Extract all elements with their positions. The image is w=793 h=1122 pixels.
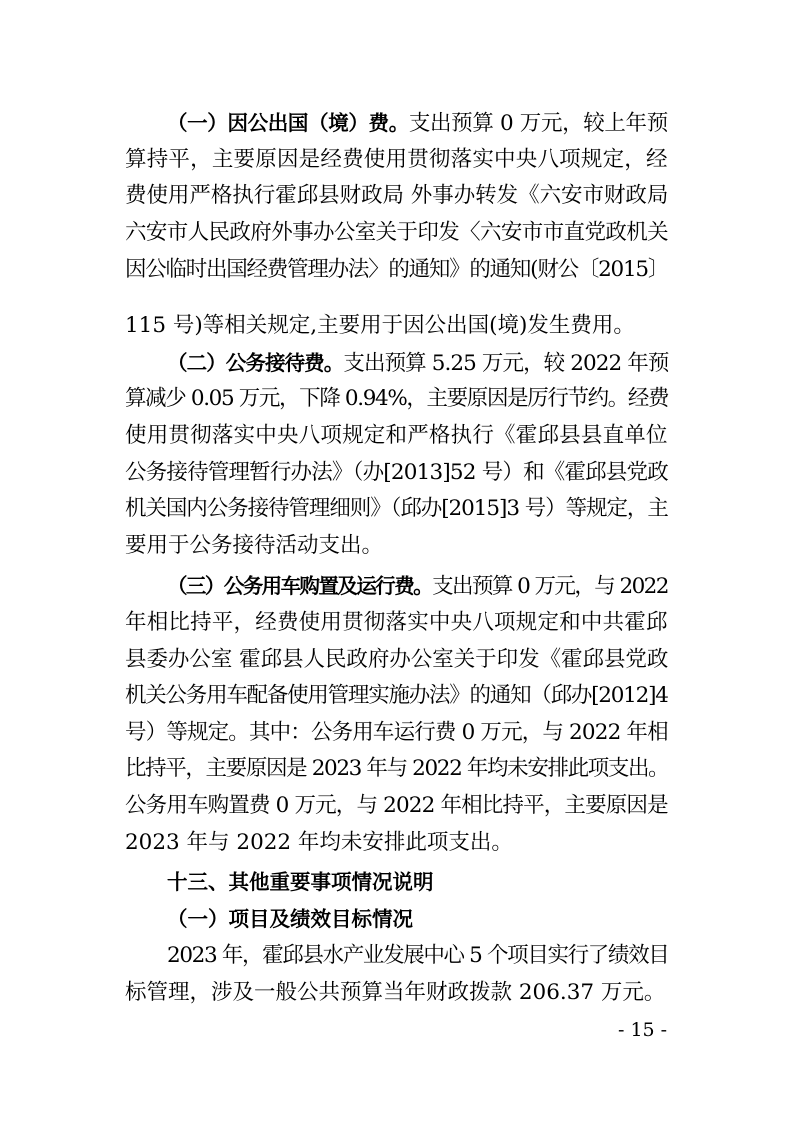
section-1-line-4: 六安市人民政府外事办公室关于印发〈六安市市直党政机关 xyxy=(125,220,669,245)
section-3-line-7: 公务用车购置费 0 万元，与 2022 年相比持平，主要原因是 xyxy=(125,793,668,818)
section-2-line-6: 要用于公务接待活动支出。 xyxy=(125,533,384,558)
section-1-heading: （一）因公出国（境）费。 xyxy=(167,111,409,135)
section-3-line-1 xyxy=(167,571,668,602)
section-3-text: 支出预算 0 万元，与 2022 xyxy=(432,574,668,599)
section-2-line-2: 算减少 0.05 万元，下降 0.94%，主要原因是厉行节约。经费 xyxy=(125,386,669,411)
section-2-text: 支出预算 5.25 万元，较 2022 年预 xyxy=(343,351,669,376)
section-2-line-3: 使用贯彻落实中央八项规定和严格执行《霍邱县县直单位 xyxy=(125,423,668,448)
section-1-text: 支出预算 0 万元，较上年预 xyxy=(408,111,668,136)
section-13-subheading: （一）项目及绩效目标情况 xyxy=(167,907,413,931)
section-13-line-2: 标管理，涉及一般公共预算当年财政拨款 206.37 万元。 xyxy=(125,980,666,1005)
section-13-heading: 十三、其他重要事项情况说明 xyxy=(167,870,434,894)
section-1-line-1 xyxy=(167,108,668,139)
section-3-line-6: 比持平，主要原因是 2023 年与 2022 年均未安排此项支出。 xyxy=(125,756,669,781)
section-3-line-5: 号）等规定。其中：公务用车运行费 0 万元，与 2022 年相 xyxy=(125,720,668,745)
section-13-line-1: 2023 年，霍邱县水产业发展中心 5 个项目实行了绩效目 xyxy=(167,943,669,968)
section-2-line-5: 机关国内公务接待管理细则》（邱办[2015]3 号）等规定，主 xyxy=(125,496,668,521)
page-number: - 15 - xyxy=(618,1019,668,1041)
section-3-line-4: 机关公务用车配备使用管理实施办法》的通知（邱办[2012]4 xyxy=(125,683,668,708)
section-1-line-3: 费使用严格执行霍邱县财政局 外事办转发《六安市财政局 xyxy=(125,183,669,208)
section-1-line-5: 因公临时出国经费管理办法〉的通知》的通知(财公〔2015〕 xyxy=(125,257,669,282)
section-3-line-8: 2023 年与 2022 年均未安排此项支出。 xyxy=(125,830,513,855)
section-3-heading: （三）公务用车购置及运行费。 xyxy=(167,574,433,598)
section-1-line-2: 算持平，主要原因是经费使用贯彻落实中央八项规定，经 xyxy=(125,147,668,172)
section-3-line-3: 县委办公室 霍邱县人民政府办公室关于印发《霍邱县党政 xyxy=(125,647,669,672)
section-2-line-1 xyxy=(167,348,668,379)
section-2-line-4: 公务接待管理暂行办法》（办[2013]52 号）和《霍邱县党政 xyxy=(125,460,668,485)
section-2-heading: （二）公务接待费。 xyxy=(167,351,344,375)
section-3-line-2: 年相比持平，经费使用贯彻落实中央八项规定和中共霍邱 xyxy=(125,610,668,635)
section-1-line-6: 115 号)等相关规定,主要用于因公出国(境)发生费用。 xyxy=(125,313,635,338)
